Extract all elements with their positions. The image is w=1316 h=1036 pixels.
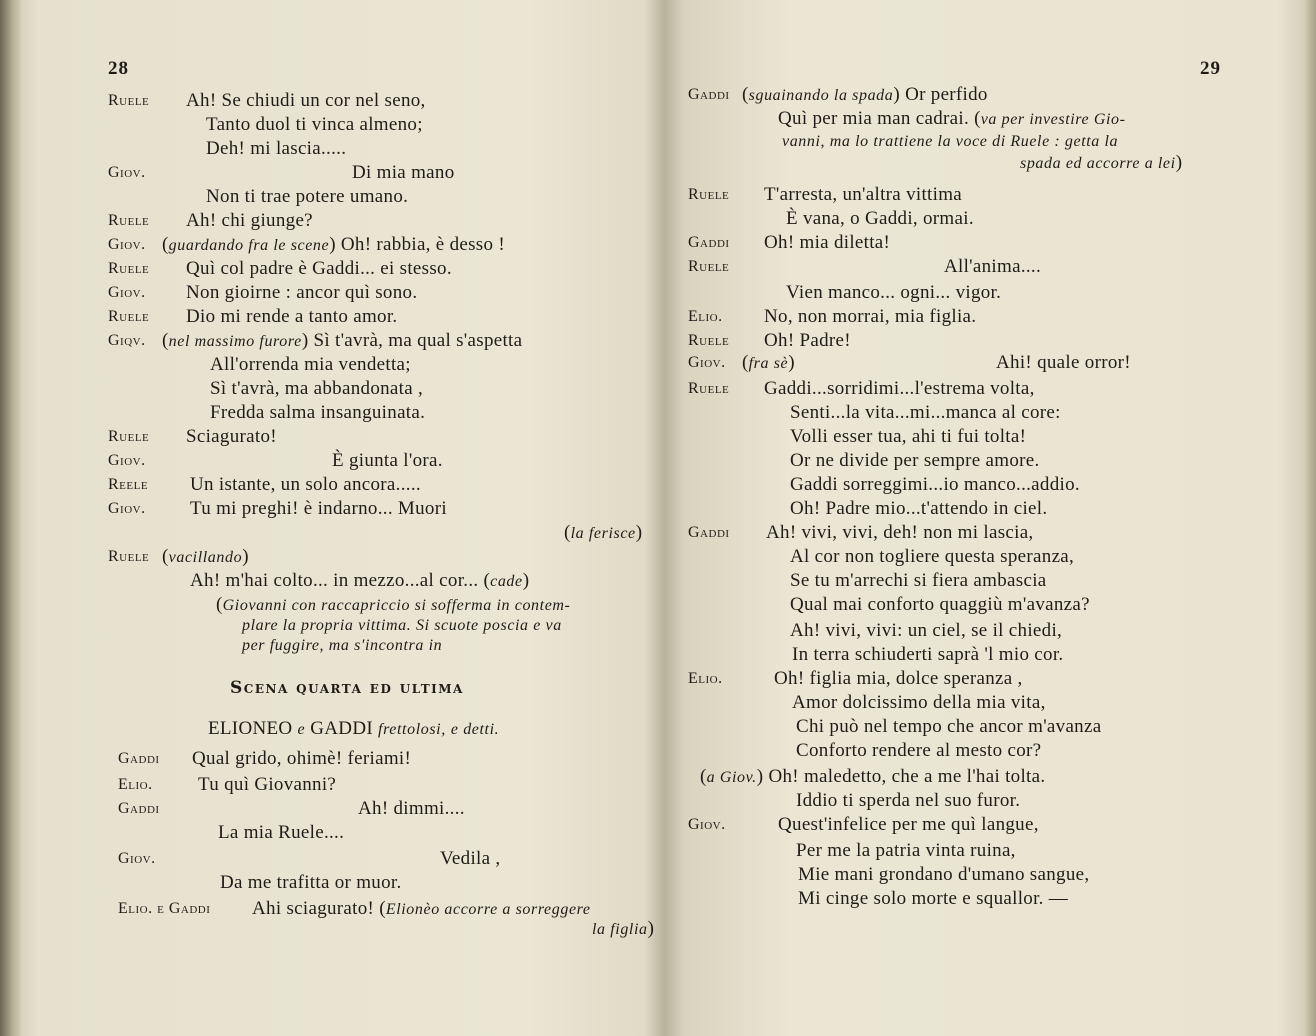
line-body: Amor dolcissimo della mia vita, [792,692,1046,713]
line-body: Oh! Padre! [764,330,851,351]
speaker-name: Elio. [688,670,723,687]
stage-direction: plare la propria vittima. Si scuote poscia e va [242,617,562,634]
stage-direction: fra sè [748,355,789,372]
verse-line: Ahi! quale orror! [996,352,1131,373]
line-body: Conforto rendere al mesto cor? [796,740,1042,761]
line-body: Qual grido, ohimè! feriami! [192,748,412,769]
stage-direction: sguainando la spada [748,87,894,104]
line-body: La mia Ruele.... [218,822,345,843]
line-body: Un istante, un solo ancora..... [190,474,421,495]
line-body: Volli esser tua, ahi ti fui tolta! [790,426,1027,447]
stage-direction: la ferisce [570,525,636,542]
stage-direction: Giovanni con raccapriccio si sofferma in contem- [222,597,571,614]
line-body: Non ti trae potere umano. [206,186,409,207]
line-body: Per me la patria vinta ruina, [796,840,1016,861]
line-body: Vedila , [440,848,501,869]
line-body: Di mia mano [352,162,455,183]
right-page [672,0,1304,1036]
line-body: T'arresta, un'altra vittima [764,184,963,205]
line-body: No, non morrai, mia figlia. [764,306,977,327]
line-body [242,634,442,657]
stage-direction: va per investire Gio- [980,111,1126,128]
line-body: Da me trafitta or muor. [220,872,402,893]
line-body: All'anima.... [944,256,1042,277]
line-body: Sciagurato! [186,426,277,447]
line-body: Ah! vivi, vivi: un ciel, se il chiedi, [790,620,1063,641]
line-body: Chi può nel tempo che ancor m'avanza [796,716,1102,737]
stage-direction: e detti. [450,721,500,738]
person-name: GADDI [310,718,373,739]
speaker-name: Ruele [688,332,730,349]
line-body: Ah! vivi, vivi, deh! non mi lascia, [766,522,1034,543]
line-body: Quì per mia man cadrai. (va per investire Gio- [778,108,1126,129]
speaker-name: Elio. [688,308,723,325]
line-body: Or ne divide per sempre amore. [790,450,1040,471]
line-body: Oh! mia diletta! [764,232,891,253]
stage-direction: vanni, ma lo trattiene la voce di Ruele : getta la [782,133,1119,150]
speaker-name: Gaddi [118,800,160,817]
line-body: la figlia) [592,918,655,939]
line-body: Senti...la vita...mi...manca al core: [790,402,1061,423]
line-body: All'orrenda mia vendetta; [210,354,411,375]
speaker-name: Giqv. [108,332,146,349]
line-body: Quì col padre è Gaddi... ei stesso. [186,258,452,279]
stage-direction: spada ed accorre a lei [1020,155,1176,172]
line-body: Fredda salma insanguinata. [210,402,426,423]
line-body [782,130,1118,153]
line-body: (sguainando la spada) Or perfido [742,84,988,105]
speaker-name: Gaddi [688,234,730,251]
stage-direction: cade [490,573,523,590]
right-page-edge [1304,0,1316,1036]
scene-persons [208,718,499,741]
line-body: (a Giov.) Oh! maledetto, che a me l'hai tolta. [700,766,1046,787]
speaker-name: Ruele [688,186,730,203]
stage-direction: Elionèo accorre a sorreggere [385,901,591,918]
speaker-name: Ruele [688,258,730,275]
conjunction: e [297,721,306,738]
line-body: Oh! Padre mio...t'attendo in ciel. [790,498,1048,519]
stage-direction: a Giov. [706,769,757,786]
line-body: Ah! dimmi.... [358,798,465,819]
speaker-name: Ruele [108,548,150,565]
line-body: (vacillando) [162,546,249,567]
line-body: Gaddi...sorridimi...l'estrema volta, [764,378,1035,399]
stage-direction: vacillando [168,549,243,566]
page-number: 29 [1200,58,1221,79]
line-body: (nel massimo furore) Sì t'avrà, ma qual s'aspetta [162,330,523,351]
speaker-name: Elio. [118,776,153,793]
line-body: Dio mi rende a tanto amor. [186,306,398,327]
speaker-name: Ruele [108,260,150,277]
line-body: (Giovanni con raccapriccio si sofferma in contem- [216,594,571,615]
line-body: Ah! chi giunge? [186,210,313,231]
stage-direction: nel massimo furore [168,333,302,350]
speaker-name: Ruele [108,308,150,325]
line-body: Quest'infelice per me quì langue, [778,814,1039,835]
speaker-name: Giov. [688,354,726,371]
line-body: Non gioirne : ancor quì sono. [186,282,418,303]
person-name: ELIONEO [208,718,293,739]
line-body: Sì t'avrà, ma abbandonata , [210,378,424,399]
line-body: Ah! m'hai colto... in mezzo...al cor... (cade) [190,570,530,591]
speaker-name: Giov. [108,500,146,517]
line-body: È giunta l'ora. [332,450,443,471]
speaker-name: Ruele [108,212,150,229]
stage-direction: guardando fra le scene [168,237,330,254]
speaker-name: Giov. [108,236,146,253]
speaker-name: Gaddi [688,86,730,103]
speaker-name: Giov. [108,452,146,469]
left-binding-edge [0,0,22,1036]
left-page [22,0,672,1036]
speaker-name: Ruele [108,92,150,109]
line-body: Ah! Se chiudi un cor nel seno, [186,90,426,111]
speaker-name: Elio. e Gaddi [118,900,211,917]
line-body: Oh! figlia mia, dolce speranza , [774,668,1023,689]
line-body: Gaddi sorreggimi...io manco...addio. [790,474,1080,495]
line-body: Al cor non togliere questa speranza, [790,546,1075,567]
line-body: (la ferisce) [564,522,643,543]
line-body: Tanto duol ti vinca almeno; [206,114,423,135]
line-body: Mie mani grondano d'umano sangue, [798,864,1090,885]
speaker-name: Ruele [688,380,730,397]
line-body: spada ed accorre a lei) [1020,152,1183,173]
line-body: Tu quì Giovanni? [198,774,337,795]
line-body: Iddio ti sperda nel suo furor. [796,790,1021,811]
speaker-name: Ruele [108,428,150,445]
speaker-name: Giov. [118,850,156,867]
line-body: È vana, o Gaddi, ormai. [786,208,974,229]
speaker-name: Giov. [108,284,146,301]
line-body: Deh! mi lascia..... [206,138,347,159]
page-number: 28 [108,58,129,79]
speaker-name: Reele [108,476,149,493]
line-body: (fra sè) [742,352,795,373]
stage-direction: per fuggire, ma s'incontra in [242,637,443,654]
line-body: (guardando fra le scene) Oh! rabbia, è desso ! [162,234,505,255]
line-body: In terra schiuderti saprà 'l mio cor. [792,644,1064,665]
line-body: Qual mai conforto quaggiù m'avanza? [790,594,1090,615]
stage-direction: la figlia [592,921,648,938]
line-body: Ahi sciagurato! (Elionèo accorre a sorreggere [252,898,591,919]
line-body: Se tu m'arrechi si fiera ambascia [790,570,1047,591]
line-body: Tu mi preghi! è indarno... Muori [190,498,447,519]
scene-heading: Scena quarta ed ultima [230,678,464,698]
speaker-name: Gaddi [118,750,160,767]
speaker-name: Gaddi [688,524,730,541]
line-body: Mi cinge solo morte e squallor. — [798,888,1069,909]
speaker-name: Giov. [108,164,146,181]
line-body: Vien manco... ogni... vigor. [786,282,1002,303]
speaker-name: Giov. [688,816,726,833]
stage-direction: frettolosi, [378,721,446,738]
